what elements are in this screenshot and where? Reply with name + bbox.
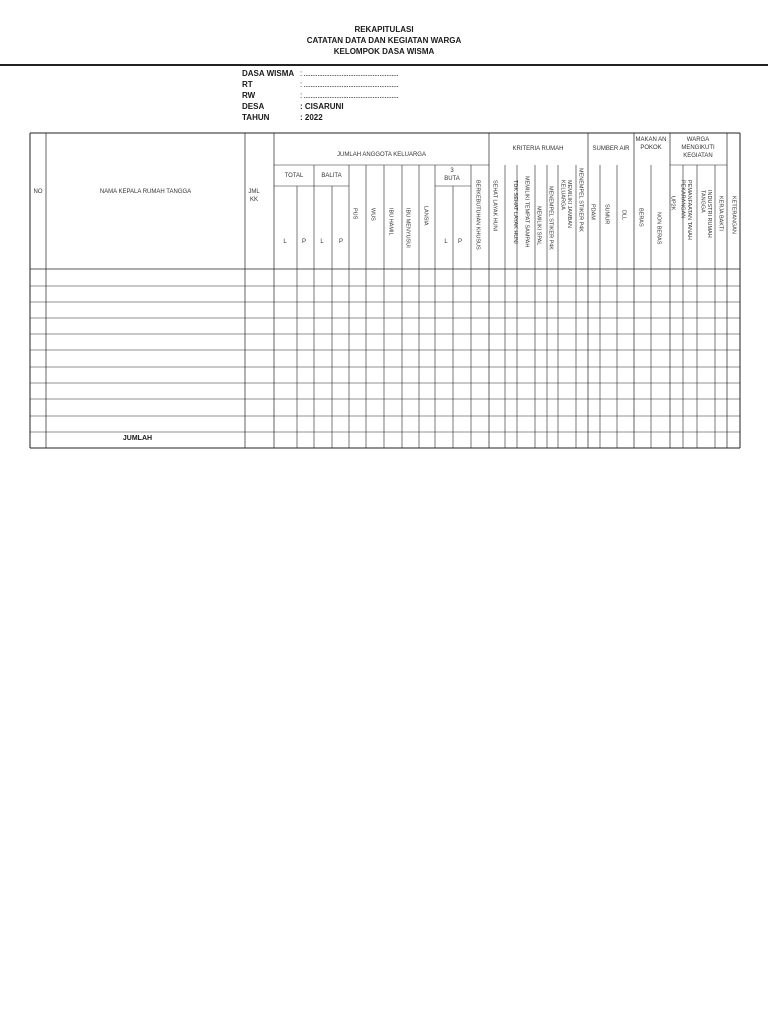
- group-3-buta: 3 BUTA: [444, 168, 460, 182]
- col-non-beras: NON BERAS: [655, 212, 662, 245]
- info-value: : CISARUNI: [300, 102, 344, 111]
- col-stiker-p4k: MENEMPEL STIKER P4K: [547, 186, 554, 250]
- group-total: TOTAL: [284, 173, 304, 179]
- col-lansia: LANSIA: [422, 206, 429, 226]
- group-kriteria-rumah: KRITERIA RUMAH: [512, 146, 564, 152]
- info-label: DESA: [242, 102, 265, 111]
- col-total-l: L: [283, 239, 287, 245]
- col-spal: MEMILIKI SPAL: [535, 206, 542, 246]
- col-ibu-menyusui: IBU MENYUSUI: [404, 208, 411, 248]
- col-pus: PUS: [351, 208, 358, 220]
- col-balita-l: L: [320, 239, 324, 245]
- col-jamban: MEMILIKI JAMBAN KELUARGA: [559, 180, 572, 228]
- col-pdam: PDAM: [589, 204, 596, 220]
- col-up2k: UP2K: [669, 196, 676, 211]
- title-catatan-data: CATATAN DATA DAN KEGIATAN WARGA: [306, 36, 462, 45]
- col-ibu-hamil: IBU HAMIL: [387, 208, 394, 236]
- col-berkebutuhan-khusus: BERKEBUTUHAN KHUSUS: [474, 180, 481, 250]
- info-label: DASA WISMA: [242, 69, 295, 78]
- col-no: NO: [33, 189, 43, 195]
- col-sumur: SUMUR: [603, 204, 610, 225]
- col-balita-p: P: [338, 239, 343, 245]
- group-jumlah-anggota: JUMLAH ANGGOTA KELUARGA: [337, 152, 426, 158]
- row-jumlah-label: JUMLAH: [122, 435, 153, 442]
- col-industri-rumah: INDUSTRI RUMAH TANGGA: [699, 190, 712, 238]
- title-rekapitulasi: REKAPITULASI: [354, 25, 414, 34]
- group-sumber-air: SUMBER AIR: [592, 146, 630, 152]
- col-tempat-sampah: MEMILIKI TEMPAT SAMPAH: [523, 176, 530, 248]
- col-tidak-sehat: TDK SEHAT LAYAK HUNI: [512, 180, 518, 244]
- info-value: : 2022: [300, 113, 323, 122]
- col-wus: WUS: [369, 208, 376, 221]
- col-sehat-layak-huni: SEHAT LAYAK HUNI: [491, 180, 498, 232]
- info-label: TAHUN: [242, 113, 270, 122]
- col-nama: NAMA KEPALA RUMAH TANGGA: [99, 189, 192, 195]
- col-jml-kk: JML KK: [248, 189, 260, 203]
- col-buta-p: P: [457, 239, 462, 245]
- col-pemanfaatan-tanah: PEMANFAATAN TANAH PEKARANGAN: [679, 180, 692, 240]
- info-label: RW: [242, 91, 256, 100]
- col-total-p: P: [301, 239, 306, 245]
- col-keterangan: KETERANGAN: [730, 196, 737, 234]
- col-kerja-bakti: KERJA BAKTI: [717, 196, 724, 231]
- group-balita: BALITA: [321, 173, 342, 179]
- title-kelompok: KELOMPOK DASA WISMA: [333, 47, 435, 56]
- group-warga-kegiatan: WARGA MENGIKUTI KEGIATAN: [681, 137, 715, 159]
- col-stiker-p4k-2: MENEMPEL STIKER P4K: [577, 168, 584, 232]
- info-label: RT: [242, 80, 253, 89]
- info-value: : .......................................................: [300, 80, 399, 89]
- info-value: : .......................................................: [300, 91, 399, 100]
- col-buta-l: L: [444, 239, 448, 245]
- col-beras: BERAS: [637, 208, 644, 227]
- info-value: : .......................................................: [300, 69, 399, 78]
- group-makanan-pokok: MAKAN AN POKOK: [635, 137, 667, 151]
- col-dll: DLL: [620, 210, 627, 221]
